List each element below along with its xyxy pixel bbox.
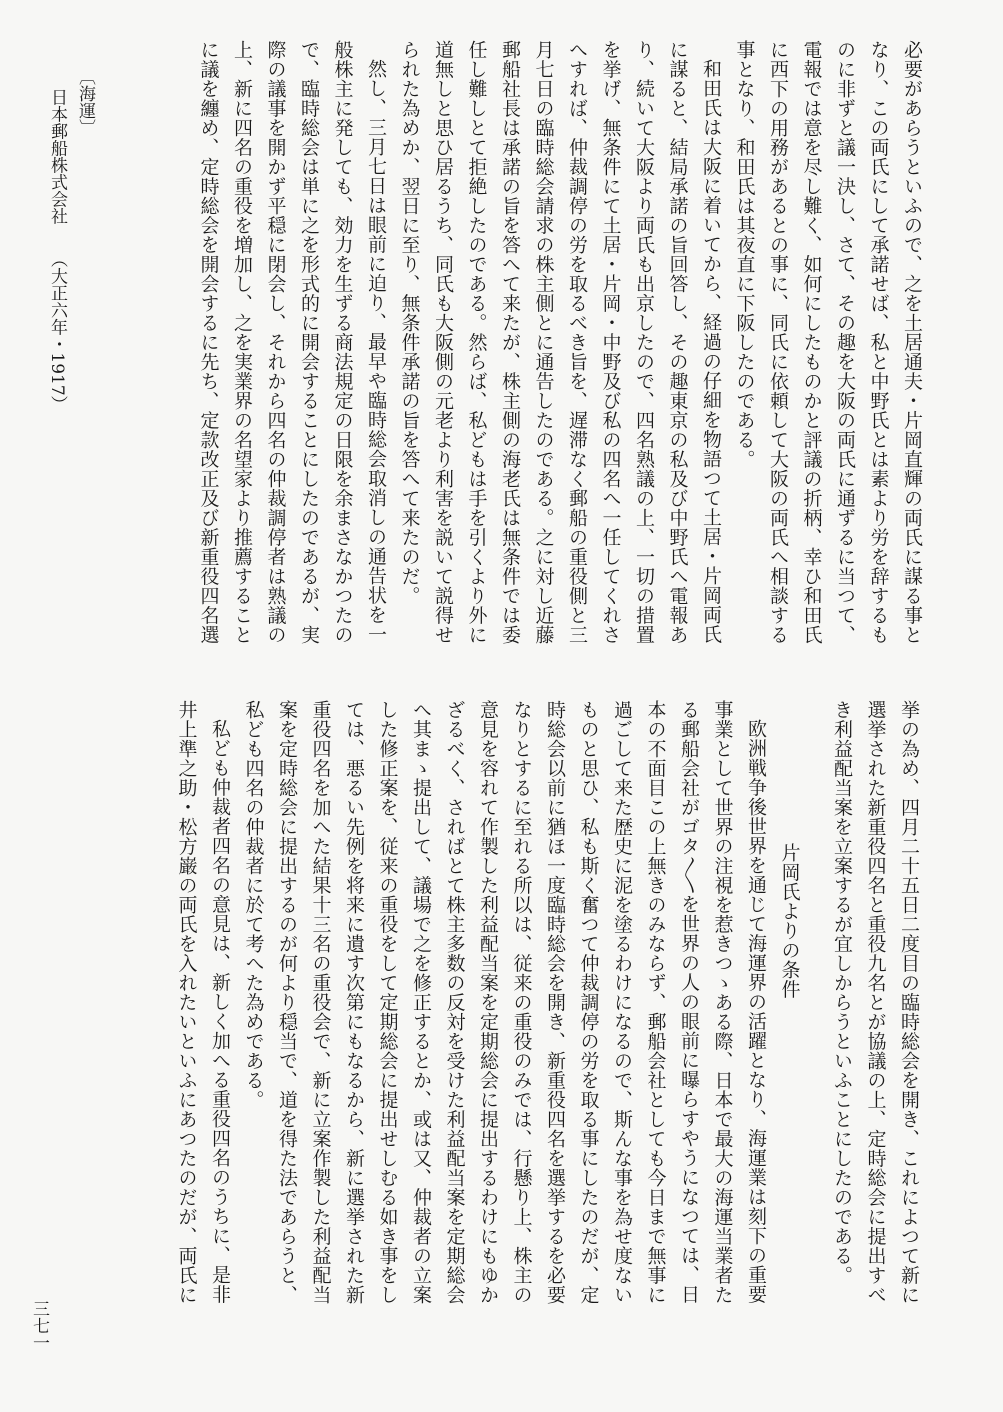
text-column: へ其まゝ提出して、議場で之を修正するとか、或は又、仲裁者の立案 [410, 700, 432, 1305]
text-column: 上、新に四名の重役を増加し、之を実業界の名望家より推薦すること [231, 40, 253, 645]
text-column: ては、悪るい先例を将来に遺す次第にもなるから、新に選挙された新 [343, 700, 365, 1305]
text-column: で、臨時総会は単に之を形式的に開会することにしたのであるが、実 [298, 40, 320, 645]
text-column: 然し、三月七日は眼前に迫り、最早や臨時総会取消しの通告状を一 [365, 59, 387, 644]
text-column: られた為めか、翌日に至り、無条件承諾の旨を答へて来たのだ。 [398, 40, 421, 606]
text-column: 時総会以前に猶ほ一度臨時総会を開き、新重役四名を選挙するを必要 [544, 700, 566, 1305]
text-column: る郵船会社がゴタ〳〵を世界の人の眼前に曝らすやうになつては、日 [678, 700, 700, 1304]
text-column: へすれば、仲裁調停の労を取るべき旨を、遅滞なく郵船の重役側と三 [566, 40, 588, 645]
upper-text-block [191, 40, 928, 658]
text-column: 重役四名を加へた結果十三名の重役会で、新に立案作製した利益配当 [309, 700, 332, 1305]
text-column: 挙の為め、四月二十五日二度目の臨時総会を開き、これによつて新に [898, 700, 920, 1305]
lower-text-block [169, 700, 925, 1364]
text-column: り、続いて大阪より両氏も出京したので、四名熟議の上、一切の措置 [633, 40, 655, 645]
text-column: に議を纏め、定時総会を開会するに先ち、定款改正及び新重役四名選 [197, 40, 220, 645]
text-column: を挙げ、無条件にて土居・片岡・中野及び私の四名へ一任してくれさ [599, 40, 622, 645]
text-column: 私ども仲裁者四名の意見は、新しく加へる重役四名のうちに、是非 [209, 719, 231, 1304]
footer-company: 日本郵船株式会社 [47, 88, 67, 225]
text-column: 欧洲戦争後世界を通じて海運界の活躍となり、海運業は刻下の重要 [745, 719, 767, 1304]
text-column: 月七日の臨時総会請求の株主側とに通告したのである。之に対し近藤 [532, 40, 555, 645]
text-column: した修正案を、従来の重役をして定期総会に提出せしむる如き事をし [376, 700, 399, 1305]
text-column: 郵船社長は承諾の旨を答へて来たが、株主側の海老氏は無条件では委 [499, 40, 521, 645]
text-column: なりとするに至れる所以は、従来の重役のみでは、行懸り上、株主の [510, 700, 533, 1305]
text-column: 電報では意を尽し難く、如何にしたものかと評議の折柄、幸ひ和田氏 [800, 40, 823, 645]
text-column: 本の不面目この上無きのみならず、郵船会社としても今日まで無事に [644, 700, 667, 1305]
text-column: 事となり、和田氏は其夜直に下阪したのである。 [733, 40, 756, 469]
text-column: 道無しと思ひ居るうち、同氏も大阪側の元老より利害を説いて説得せ [432, 40, 454, 645]
text-column: 際の議事を開かず平穏に閉会し、それから四名の仲裁調停者は熟議の [264, 40, 287, 645]
text-column: 任し難しとて拒絶したのである。然らば、私どもは手を引くより外に [465, 40, 488, 645]
text-column: 過ごして来た歴史に泥を塗るわけになるので、斯んな事を為せ度ない [611, 700, 633, 1305]
text-column: き利益配当案を立案するが宜しからうといふことにしたのである。 [831, 700, 853, 1285]
text-column: 必要があらうといふので、之を土居通夫・片岡直輝の両氏に謀る事と [901, 40, 923, 645]
text-column: 意見を容れて作製した利益配当案を定期総会に提出するわけにもゆか [477, 700, 499, 1305]
text-column: 私ども四名の仲裁者に於て考へた為めである。 [242, 700, 265, 1110]
text-column: 案を定時総会に提出するのが何より穏当で、道を得た法であらうと、 [276, 700, 298, 1305]
text-column: に謀ると、結局承諾の旨回答し、その趣東京の私及び中野氏へ電報あ [666, 40, 689, 645]
text-column: 選挙された新重役四名と重役九名とが協議の上、定時総会に提出すべ [864, 700, 887, 1305]
text-column: ものと思ひ、私も斯く奮つて仲裁調停の労を取る事にしたのだが、定 [577, 700, 600, 1305]
footer-journal: 〔海運〕 [75, 68, 95, 136]
text-column: 片岡氏よりの条件 [778, 842, 801, 999]
text-column: 事業として世界の注視を惹きつゝある際、日本で最大の海運当業者た [711, 700, 734, 1305]
text-column: に西下の用務があるとの事に、同氏に依頼して大阪の両氏へ相談する [767, 40, 789, 645]
text-column: 井上準之助・松方巌の両氏を入れたいといふにあつたのだが、両氏に [175, 700, 198, 1305]
text-column [806, 700, 825, 1364]
running-footer [43, 68, 99, 628]
footer-year: （大正六年・1917） [47, 250, 67, 413]
text-column: 般株主に発しても、効力を生ずる商法規定の日限を余まさなかつたの [331, 40, 354, 645]
text-column: ざるべく、さればとて株主多数の反対を受けた利益配当案を定期総会 [443, 700, 466, 1305]
text-column: なり、この両氏にして承諾せば、私と中野氏とは素より労を辞するも [867, 40, 890, 645]
text-column: のに非ずと議一決し、さて、その趣を大阪の両氏に通ずるに当つて、 [834, 40, 856, 645]
page-number: 三七一 [29, 1300, 49, 1351]
text-column: 和田氏は大阪に着いてから、経過の仔細を物語つて土居・片岡両氏 [700, 59, 722, 644]
